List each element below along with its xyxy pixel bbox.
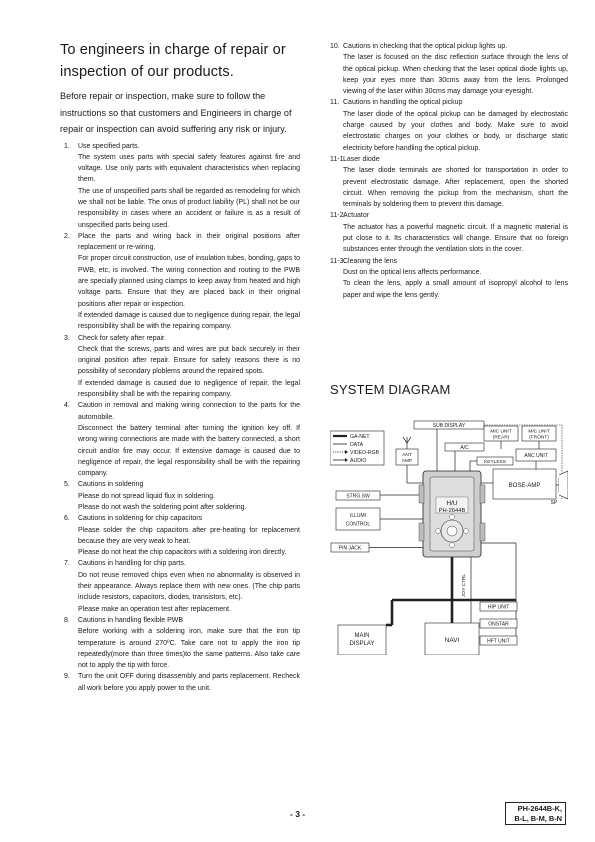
caution-item-title: Cautions in soldering for chip capacitors [78,515,203,523]
label-mic-unit-front-sub: (FRONT) [529,435,549,441]
caution-item-number: 11-3. [330,257,346,265]
caution-item-title: Place the parts and wiring back in their original positions after replacement or re-wiring. [78,232,300,252]
label-main-display-sub: DISPLAY [349,641,375,647]
caution-item-number: 6. [64,515,70,523]
caution-item [330,210,568,255]
label-bose-amp: BOSE-AMP [508,483,541,489]
intro-paragraph: Before repair or inspection, make sure to follow the instructions so that customers and Engineers in charge of repair or inspection can avoid suffering any risk or injury. [60,91,292,134]
left-caution-list [60,141,300,695]
caution-item-number: 11. [330,99,340,107]
label-hip-unit: HIP UNIT [487,604,510,611]
caution-item [60,333,300,401]
caution-item-text: Disconnect the battery terminal after turning the ignition key off. If wrong wiring connections are made with the battery connected, a short circuit and/or fire may occur. If extensive damage is caused due to negligence of repair, the legal responsibility shall be with the repairing company. [78,424,300,478]
speaker-icon [556,471,568,499]
label-strg-sw: STRG.SW [346,493,370,500]
caution-item-title: Cautions in handling flexible PWB [78,616,184,624]
label-keyless: KEYLESS [484,460,506,465]
caution-item-text: Please do not wash the soldering point after soldering. [78,504,247,511]
legend-label-audio: AUDIO [350,458,367,464]
caution-item [330,41,568,97]
label-mic-unit-rear: MIC UNIT [490,429,512,435]
right-caution-list [330,41,568,301]
caution-item-number: 7. [64,560,70,568]
caution-item-number: 4. [64,402,70,410]
legend-arrow-video [345,450,348,454]
model-number-box [505,802,566,825]
caution-item [330,154,568,210]
caution-item-title: Caution in removal and making wiring connection to the parts for the automobile. [78,402,300,421]
caution-item-text: Do not reuse removed chips even when no abnormality is observed in their appearance. Always replace them with new ones. (The chip parts include resistors, capacitors, diodes, transistors, etc). [78,571,300,602]
caution-item-title: Cleaning the lens [343,257,398,265]
label-mic-unit-rear-sub: (REAR) [492,435,510,441]
caution-item [60,400,300,479]
caution-item-number: 3. [64,334,70,342]
caution-item-number: 2. [64,232,70,240]
label-main-display: MAIN [354,633,370,639]
label-ant-amp-sub: AMP [401,459,413,464]
caution-item [60,479,300,513]
label-control: CONTROL [345,521,371,528]
caution-item-text: Check that the screws, parts and wires are put back securely in their original position after repair. Ensure for safety reasons there is no possibility of secondary ploblems around the repaired spots. [78,345,300,376]
caution-item-text: The system uses parts with special safety features against fire and voltage. Use only parts with equivalent characteristics when replacing them. [78,153,300,184]
label-onstar: ONSTAR [488,621,509,628]
caution-item [60,558,300,614]
caution-item-text: Dust on the optical lens affects performance. [343,268,482,276]
caution-item [60,513,300,558]
block-head-unit [419,471,485,557]
system-diagram-title: SYSTEM DIAGRAM [330,382,451,397]
system-diagram [330,413,568,655]
caution-item-number: 8. [64,616,70,624]
label-sub-display: SUB DISPLAY [432,423,466,429]
label-anc-unit: ANC UNIT [524,453,548,459]
legend-arrow-audio [345,458,348,462]
caution-item [60,141,300,231]
model-line-1: PH-2644B-K, [517,804,562,813]
heading-line-1: To engineers in charge of repair or [60,42,286,58]
caution-item-title: Cautions in handling the optical pickup [343,99,463,107]
legend-label-video-rgb: VIDEO-RGB [350,450,380,456]
caution-item-text: For proper circuit construction, use of insulation tubes, bonding, gaps to PWB, etc, is involved. The wiring connection and routing to the PWB are specially planned using clamps to keep away from heated and high voltage parts. Ensure that they are placed back in their original positions after repair or inspection. [78,255,300,308]
caution-item-text: Please do not spread liquid flux in soldering. [78,492,215,500]
caution-item-text: Please make an operation test after replacement. [78,605,231,613]
caution-item-text: Before working with a soldering iron, make sure that the iron tip temperature is around 270ºC. Take care not to apply the iron tip repeatedly(more than three times)to the same patterns. Also take care not to apply the tip with force. [78,628,300,670]
antenna-icon [403,437,411,449]
caution-item-number: 1. [64,142,70,150]
caution-item-title: Check for safety after repair. [78,334,166,342]
caution-item-text: The use of unspecified parts shall be regarded as remodeling for which we shall not be liable. The onus of product liability (PL) shall not be our responsibility in cases where an accident or failure is as a result of unspecified parts being used. [78,187,300,229]
caution-item-text: The laser is focused on the disc reflection surface through the lens of the optical pickup. When checking that the laser optical diode lights up, keep your eyes more than 30cms away from the lens. Prolonged viewing of the laser within 30cms may damage your eyesight. [343,54,568,96]
caution-item-text: The laser diode of the optical pickup can be damaged by electrostatic charge caused by your clothes and body. Make sure to avoid electrostatic charges on your clothes or body, or discharge static electricity before handling the optical pickup. [343,110,568,152]
caution-item-text: If extended damage is caused due to negligence of repair, the legal responsibility shall be with the repairing company. [78,379,300,399]
caution-item [330,256,568,301]
caution-item-number: 9. [64,673,70,681]
page-number: - 3 - [290,809,306,819]
caution-item-title: Laser diode [343,155,380,163]
left-column [60,40,300,694]
label-mic-unit-front: MIC UNIT [528,429,550,435]
caution-item [60,671,300,694]
caution-item-number: 10. [330,43,340,50]
caution-item [60,231,300,333]
caution-item [60,615,300,671]
heading-line-2: inspection of our products. [60,63,234,80]
caution-item-number: 11-2. [330,212,346,220]
caution-item-text: The laser diode terminals are shorted for transportation in order to prevent electrostatic damage. After replacement, open the shorted circuit. When removing the pickup from the mechanism, short the terminals by soldering them to prevent this damage. [343,167,568,209]
caution-item-text: If extended damage is caused due to negligence during repair, the legal responsibility shall be with the repairing company. [78,311,300,331]
right-column [330,38,568,301]
caution-item-title: Turn the unit OFF during disassembly and parts replacement. Recheck all work before you apply power to the unit. [78,673,300,692]
caution-item-title: Actuator [343,212,370,220]
caution-item-number: 11-1. [330,155,346,163]
caution-item-title: Cautions in soldering [78,481,144,489]
label-illumi: ILLUMI [349,513,367,519]
label-ant-amp: ANT [402,453,412,458]
caution-item-text: The actuator has a powerful magnetic circuit. If a magnetic material is put close to it. Its characteristics will change. Ensure that no foreign substances enter through the ventilation slots in the cover. [343,223,568,254]
legend-label-data: DATA [350,442,364,448]
diagram-legend [330,431,384,465]
label-sp: SP [550,500,558,506]
label-ac: A/C [460,445,469,451]
model-line-2: B-L, B-M, B-N [514,814,562,823]
caution-item-text: Please do not heat the chip capacitors with a soldering iron directly. [78,549,287,557]
legend-label-ga-net: GA-NET [350,434,370,440]
label-joy-ctrl: JOY CTRL [462,573,467,597]
label-navi: NAVI [444,637,460,644]
caution-item-text: Please solder the chip capacitors after pre-heating for replacement because they are very weak to heat. [78,526,300,545]
caution-item [330,97,568,153]
caution-item-text: To clean the lens, apply a small amount of isopropyl alcohol to lens paper and wipe the lens gently. [343,280,568,299]
caution-item-title: Cautions in handling for chip parts. [78,560,186,568]
page-heading [60,40,300,83]
label-hu: H/U [446,500,458,507]
label-hft-unit: HFT UNIT [487,638,510,645]
block-main-display [338,625,386,655]
label-hu-model: PH-2644B [438,508,466,514]
caution-item-title: Use specified parts. [78,142,140,150]
label-pin-jack: PIN JACK [338,545,362,552]
caution-item-title: Cautions in checking that the optical pickup lights up. [343,43,508,50]
caution-item-number: 5. [64,481,70,489]
